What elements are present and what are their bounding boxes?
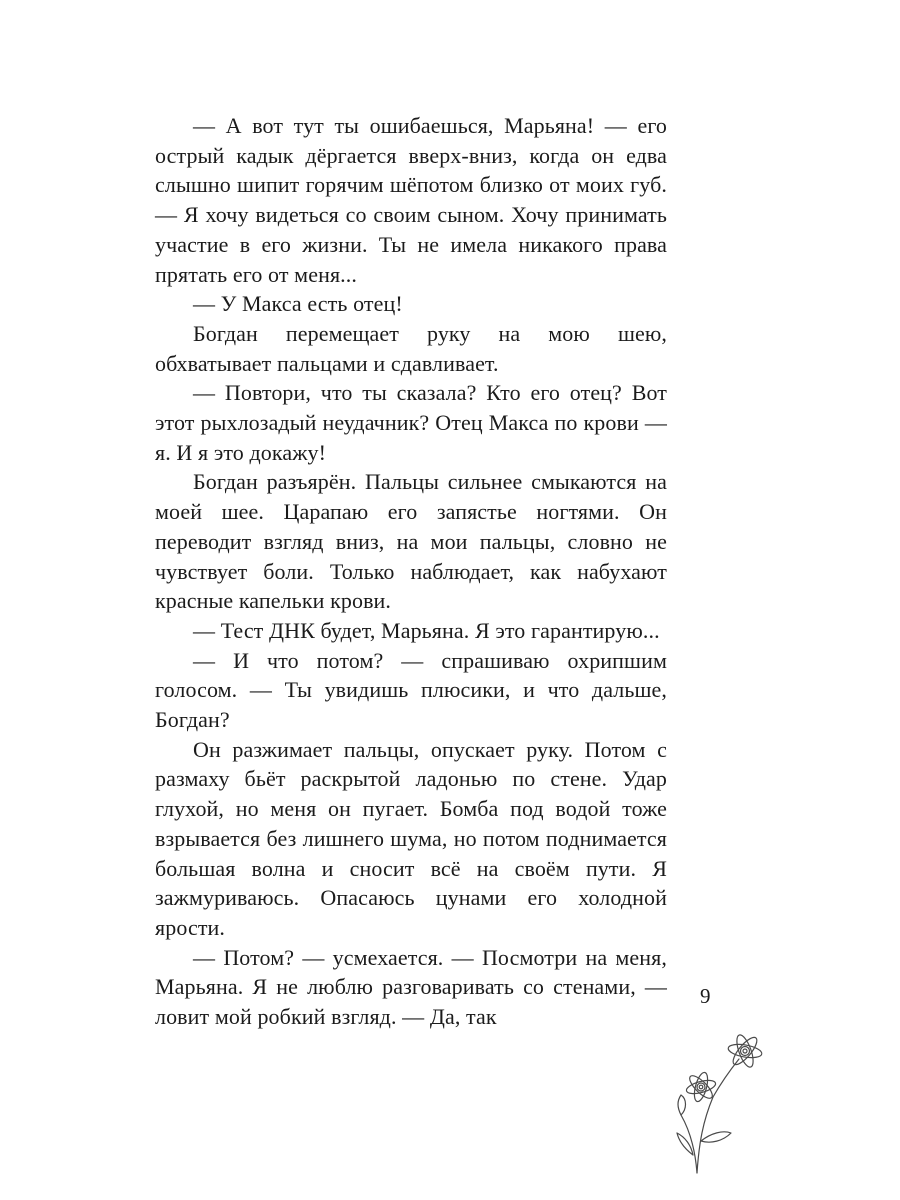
- paragraph: Богдан перемещает руку на мою шею, обхватывает пальцами и сдавливает.: [155, 320, 667, 376]
- paragraph: — А вот тут ты ошибаешься, Марьяна! — его острый кадык дёргается вверх-вниз, когда он едва слышно шипит горячим шёпотом близко от моих губ. — Я хочу видеться со своим сыном. Хочу принимать участие в его жизни. Ты не имела никакого права прятать его от меня...: [155, 113, 667, 287]
- paragraph: Богдан разъярён. Пальцы сильнее смыкаются на моей шее. Царапаю его запястье ногтями. Он переводит взгляд вниз, на мои пальцы, словно не чувствует боли. Только наблюдает, как набухают красные капельки крови.: [155, 469, 667, 614]
- paragraph: — Потом? — усмехается. — Посмотри на меня, Марьяна. Я не люблю разговаривать со стенами, — ловит мой робкий взгляд. — Да, так: [155, 944, 667, 1030]
- paragraph: — Тест ДНК будет, Марьяна. Я это гарантирую...: [193, 617, 660, 643]
- paragraph: — Повтори, что ты сказала? Кто его отец? Вот этот рыхлозадый неудачник? Отец Макса по крови — я. И я это докажу!: [155, 380, 667, 465]
- page-text: [155, 111, 667, 1032]
- paragraph: — И что потом? — спрашиваю охрипшим голосом. — Ты увидишь плюсики, и что дальше, Богдан?: [155, 647, 667, 733]
- flower-illustration: [655, 1025, 775, 1175]
- paragraph: — У Макса есть отец!: [193, 291, 403, 317]
- page-number: 9: [700, 984, 711, 1008]
- paragraph: Он разжимает пальцы, опускает руку. Потом с размаху бьёт раскрытой ладонью по стене. Удар глухой, но меня он пугает. Бомба под водой тоже взрывается без лишнего шума, но потом поднимается большая волна и сносит всё на своём пути. Я зажмуриваюсь. Опасаюсь цунами его холодной ярости.: [155, 736, 667, 940]
